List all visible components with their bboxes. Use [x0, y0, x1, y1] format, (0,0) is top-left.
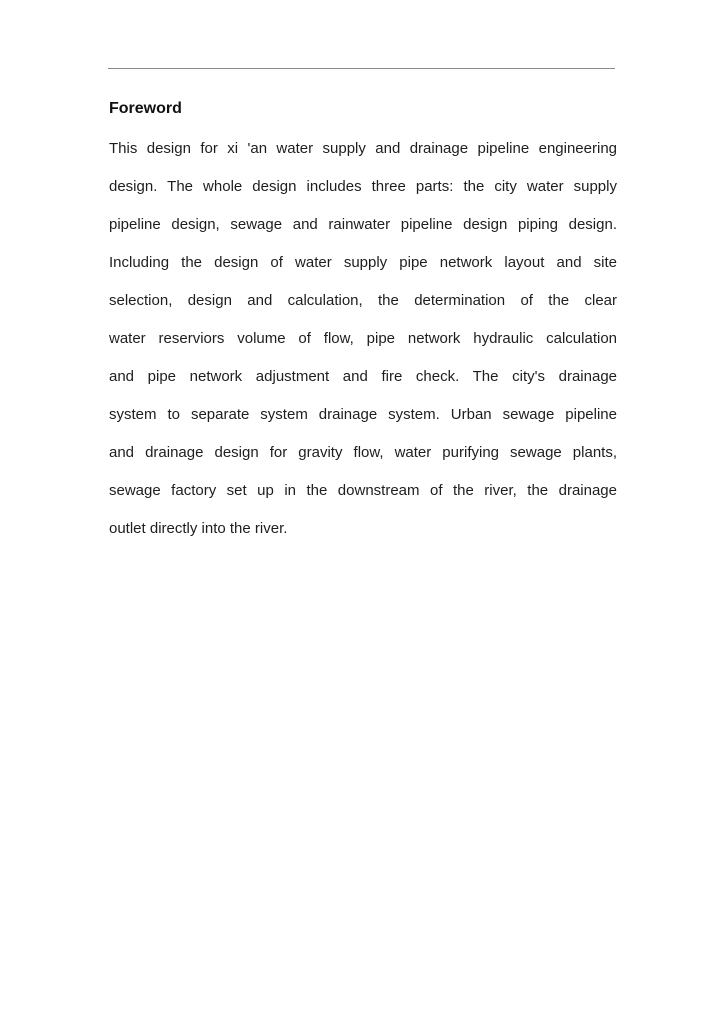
paragraph-line: pipeline design, sewage and rainwater pipeline design piping design. [109, 216, 617, 233]
paragraph-line: and pipe network adjustment and fire check. The city's drainage [109, 368, 617, 385]
paragraph-line: sewage factory set up in the downstream of the river, the drainage [109, 482, 617, 499]
paragraph-line: selection, design and calculation, the determination of the clear [109, 292, 617, 309]
foreword-paragraph [109, 137, 617, 555]
paragraph-line: system to separate system drainage system. Urban sewage pipeline [109, 406, 617, 423]
paragraph-line: water reserviors volume of flow, pipe network hydraulic calculation [109, 330, 617, 347]
section-heading: Foreword [109, 100, 182, 117]
paragraph-line: and drainage design for gravity flow, water purifying sewage plants, [109, 444, 617, 461]
paragraph-line-last: outlet directly into the river. [109, 520, 288, 537]
header-divider [108, 68, 615, 69]
paragraph-line: This design for xi 'an water supply and drainage pipeline engineering [109, 140, 617, 157]
paragraph-line: Including the design of water supply pipe network layout and site [109, 254, 617, 271]
paragraph-line: design. The whole design includes three parts: the city water supply [109, 178, 617, 195]
